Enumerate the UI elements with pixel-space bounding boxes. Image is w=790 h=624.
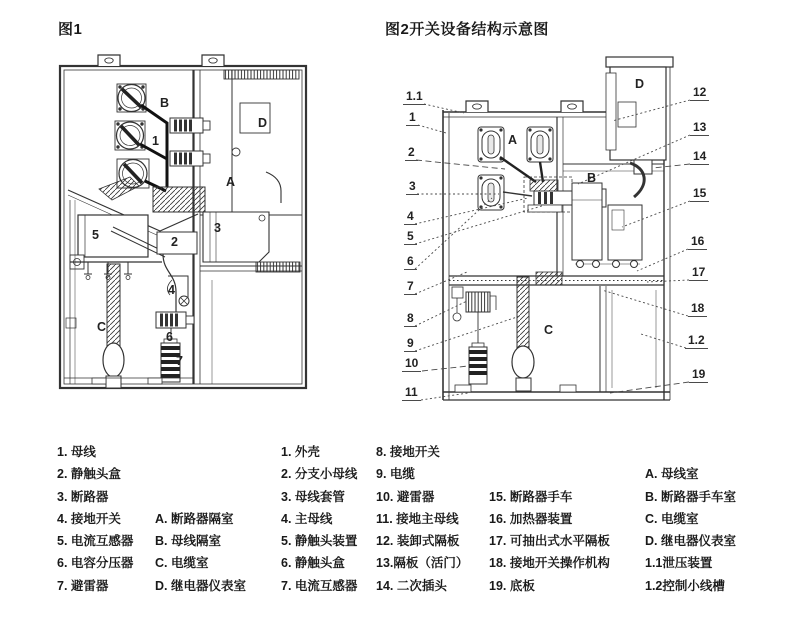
fig2-callout: 18: [688, 302, 707, 317]
legend-item: 3. 断路器: [57, 489, 109, 504]
legend-item: 14. 二次插头: [376, 578, 447, 593]
fig2-callout: 4: [404, 210, 417, 225]
legend-item: D. 继电器仪表室: [645, 534, 736, 549]
legend-item: 4. 接地开关: [57, 511, 121, 526]
legend-fig2-parts-c: [489, 486, 610, 597]
legend-item: 16. 加热器装置: [489, 511, 573, 526]
legend-item: 1.1泄压装置: [645, 556, 713, 571]
figure2-drawing: [415, 57, 690, 400]
legend-item: 18. 接地开关操作机构: [489, 556, 610, 571]
legend-item: 7. 避雷器: [57, 578, 109, 593]
legend-item: 5. 静触头装置: [281, 534, 358, 549]
legend-item: 7. 电流互感器: [281, 578, 358, 593]
fig2-callout: 1.1: [403, 90, 426, 105]
fig1-region-label: C: [97, 320, 107, 334]
fig2-callout: 11: [402, 386, 421, 401]
legend-item: 9. 电缆: [376, 467, 415, 482]
fig2-region-label: A: [508, 133, 518, 147]
legend-item: B. 母线隔室: [155, 534, 221, 549]
fig1-region-label: A: [226, 175, 236, 189]
fig2-region-label: C: [544, 323, 554, 337]
fig2-callout: 6: [404, 255, 417, 270]
fig2-callout: 5: [404, 230, 417, 245]
legend-fig2-parts-b: [376, 441, 468, 597]
legend-fig1-parts: [57, 441, 133, 597]
legend-item: 1.2控制小线槽: [645, 578, 725, 593]
legend-item: A. 断路器隔室: [155, 511, 234, 526]
legend-item: C. 电缆室: [155, 556, 209, 571]
figure1-title: 图1: [58, 21, 83, 38]
fig2-callout: 7: [404, 280, 417, 295]
fig2-region-label: D: [635, 77, 645, 91]
fig2-callout: 15: [690, 187, 709, 202]
fig2-callout: 16: [688, 235, 707, 250]
legend-fig2-parts-a: [281, 441, 357, 597]
legend-item: 6. 静触头盒: [281, 556, 345, 571]
fig2-callout: 10: [402, 357, 421, 372]
fig1-region-label: 3: [214, 221, 221, 235]
legend-item: 11. 接地主母线: [376, 511, 459, 526]
legend-item: 2. 静触头盒: [57, 467, 121, 482]
fig1-region-label: 6: [166, 330, 173, 344]
legend-item: 6. 电容分压器: [57, 556, 134, 571]
legend-item: 19. 底板: [489, 578, 535, 593]
fig2-callout: 13: [690, 121, 709, 136]
legend-item: 13.隔板（活门）: [376, 556, 469, 571]
legend-item: 17. 可抽出式水平隔板: [489, 534, 610, 549]
legend-item: 8. 接地开关: [376, 445, 440, 459]
fig1-region-label: 1: [152, 134, 159, 148]
fig2-callout: 19: [689, 368, 708, 383]
fig1-region-label: 2: [171, 235, 178, 249]
legend-item: 15. 断路器手车: [489, 489, 573, 504]
legend-item: 5. 电流互感器: [57, 534, 134, 549]
fig2-callout: 9: [404, 337, 417, 352]
legend-fig1-rooms: [155, 508, 246, 597]
legend-item: 1. 外壳: [281, 445, 320, 459]
fig2-callout: 1.2: [685, 334, 708, 349]
legend-item: 2. 分支小母线: [281, 467, 358, 482]
fig2-callout: 8: [404, 312, 417, 327]
legend-fig2-rooms: [645, 463, 736, 597]
fig1-region-label: 4: [168, 283, 175, 297]
legend-item: 4. 主母线: [281, 511, 333, 526]
fig1-region-label: 5: [92, 228, 99, 242]
figure2-title: 图2开关设备结构示意图: [385, 21, 549, 38]
fig2-callout: 1: [406, 111, 419, 126]
legend-item: D. 继电器仪表室: [155, 578, 246, 593]
legend-item: 3. 母线套管: [281, 489, 345, 504]
fig2-region-label: B: [587, 171, 597, 185]
legend-item: 1. 母线: [57, 445, 96, 459]
fig1-region-label: B: [160, 96, 170, 110]
legend-item: C. 电缆室: [645, 511, 699, 526]
figure1-drawing: [60, 55, 306, 388]
fig2-callout: 12: [690, 86, 709, 101]
fig2-callout: 3: [406, 180, 419, 195]
fig2-callout: 17: [689, 266, 708, 281]
fig2-callout: 2: [405, 146, 418, 161]
legend-item: B. 断路器手车室: [645, 489, 736, 504]
fig2-callout: 14: [690, 150, 709, 165]
legend-item: 12. 装卸式隔板: [376, 534, 460, 549]
fig1-region-label: D: [258, 116, 268, 130]
legend-item: A. 母线室: [645, 467, 699, 482]
fig1-region-label: 7: [176, 354, 183, 368]
legend-item: 10. 避雷器: [376, 489, 435, 504]
